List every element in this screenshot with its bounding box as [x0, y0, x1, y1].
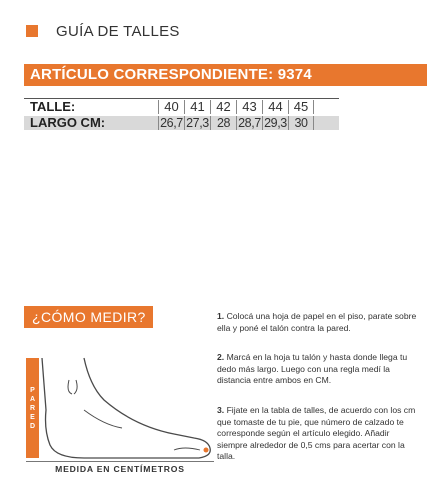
foot-outline-icon: [24, 350, 214, 462]
step-text: Fijate en la tabla de talles, de acuerdo con los cm que tomaste de tu pie, que número de calzado te corresponde según el artículo elegido. Añadir siempre alrededor de 0,5 cms para acertar con la talla.: [217, 404, 416, 462]
instruction-step: [217, 311, 417, 334]
wall-letter: R: [29, 404, 36, 412]
size-row: [24, 100, 339, 114]
step-text: Colocá una hoja de papel en el piso, parate sobre ella y poné el talón contra la pared.: [217, 311, 417, 333]
orange-square-icon: [26, 25, 38, 37]
step-text: Marcá en la hoja tu talón y hasta donde llega tu dedo más largo. Luego con una regla medí la distancia entre ambos en CM.: [217, 352, 408, 386]
size-cell: 45: [288, 100, 314, 114]
page-title: GUÍA DE TALLES: [56, 22, 180, 40]
size-cell: 42: [210, 100, 236, 114]
wall-letter: E: [30, 413, 35, 421]
size-row-label: TALLE:: [30, 99, 76, 114]
page-header: [26, 22, 180, 40]
wall-letter: P: [30, 386, 35, 394]
size-cell: 44: [262, 100, 288, 114]
length-cell: 30: [288, 116, 314, 130]
size-table: [24, 100, 339, 131]
length-row: [24, 116, 339, 130]
foot-diagram: [24, 350, 214, 480]
length-row-label: LARGO CM:: [30, 115, 106, 130]
length-cell: 29,3: [262, 116, 288, 130]
step-number: 2.: [217, 352, 225, 363]
size-cell: 40: [158, 100, 184, 114]
size-cell: 41: [184, 100, 210, 114]
length-cell: 27,3: [184, 116, 210, 130]
step-number: 3.: [217, 404, 225, 415]
measure-label: MEDIDA EN CENTÍMETROS: [26, 461, 214, 475]
wall-label: [26, 358, 39, 458]
instructions-list: [217, 311, 417, 481]
length-cell: 28: [210, 116, 236, 130]
length-cell: 28,7: [236, 116, 262, 130]
instruction-step: [217, 405, 417, 463]
size-cell: 43: [236, 100, 262, 114]
step-number: 1.: [217, 311, 225, 321]
instruction-step: [217, 352, 417, 387]
article-banner: ARTÍCULO CORRESPONDIENTE: 9374: [24, 64, 427, 86]
wall-letter: D: [29, 422, 36, 430]
wall-letter: A: [29, 395, 36, 403]
length-cell: 26,7: [158, 116, 184, 130]
how-to-measure-title: ¿CÓMO MEDIR?: [24, 306, 153, 328]
